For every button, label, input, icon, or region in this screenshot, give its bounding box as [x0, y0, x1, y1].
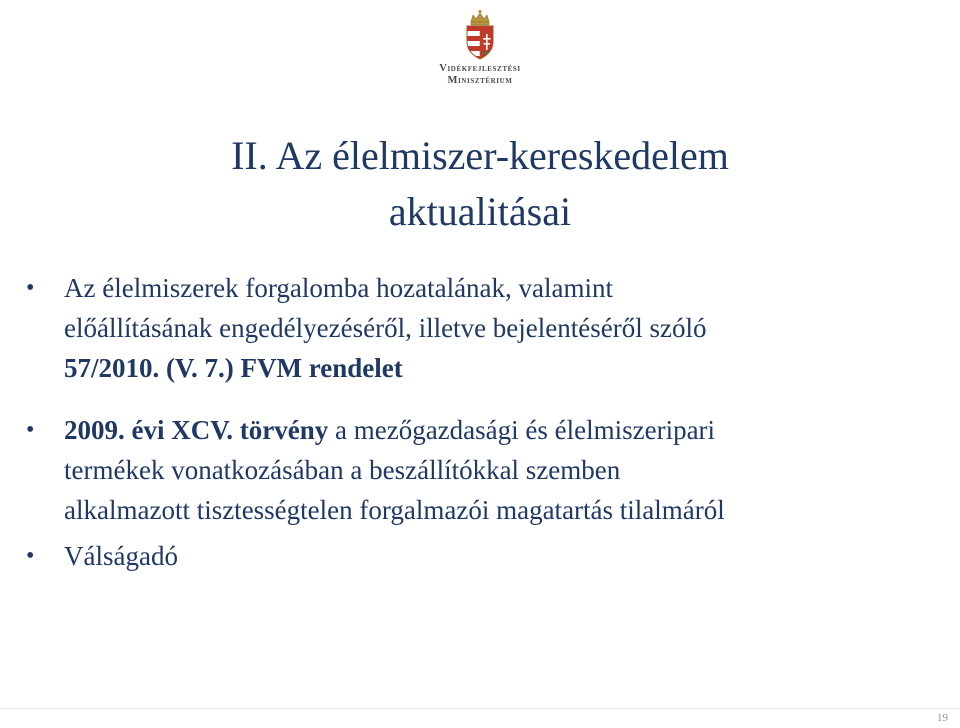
ministry-logo [0, 8, 960, 87]
slide-title-line1: II. Az élelmiszer-kereskedelem [231, 133, 729, 178]
bullet-item-crisis-tax [26, 536, 956, 576]
bullet-list [26, 268, 956, 576]
bullet-dot-icon: • [26, 275, 35, 301]
ministry-name-line2: Minisztérium [447, 75, 513, 86]
bullet-text-line [64, 410, 956, 450]
bullet-item-regulation [26, 268, 956, 388]
bullet-text-line: termékek vonatkozásában a beszállítókkal szemben [64, 455, 621, 485]
bullet-text-line-bold: 57/2010. (V. 7.) FVM rendelet [64, 353, 403, 383]
page-number: 19 [937, 712, 948, 724]
bullet-dot-icon: • [26, 543, 35, 569]
bullet-text-line: előállításának engedélyezéséről, illetve bejelentéséről szóló [64, 313, 707, 343]
bullet-item-law [26, 410, 956, 530]
ministry-name [0, 63, 960, 87]
slide-title [0, 128, 960, 240]
bullet-dot-icon: • [26, 417, 35, 443]
ministry-name-line1: Vidékfejlesztési [439, 63, 521, 74]
bullet-text-line: alkalmazott tisztességtelen forgalmazói magatartás tilalmáról [64, 495, 725, 525]
slide-title-line2: aktualitásai [388, 189, 572, 234]
bullet-text-line: Válságadó [64, 541, 178, 571]
coat-of-arms-icon [463, 8, 497, 60]
footer-divider [0, 708, 960, 709]
law-title: 2009. évi XCV. törvény [64, 415, 329, 445]
bullet-text-line: Az élelmiszerek forgalomba hozatalának, valamint [64, 273, 614, 303]
law-description: a mezőgazdasági és élelmiszeripari [328, 415, 716, 445]
